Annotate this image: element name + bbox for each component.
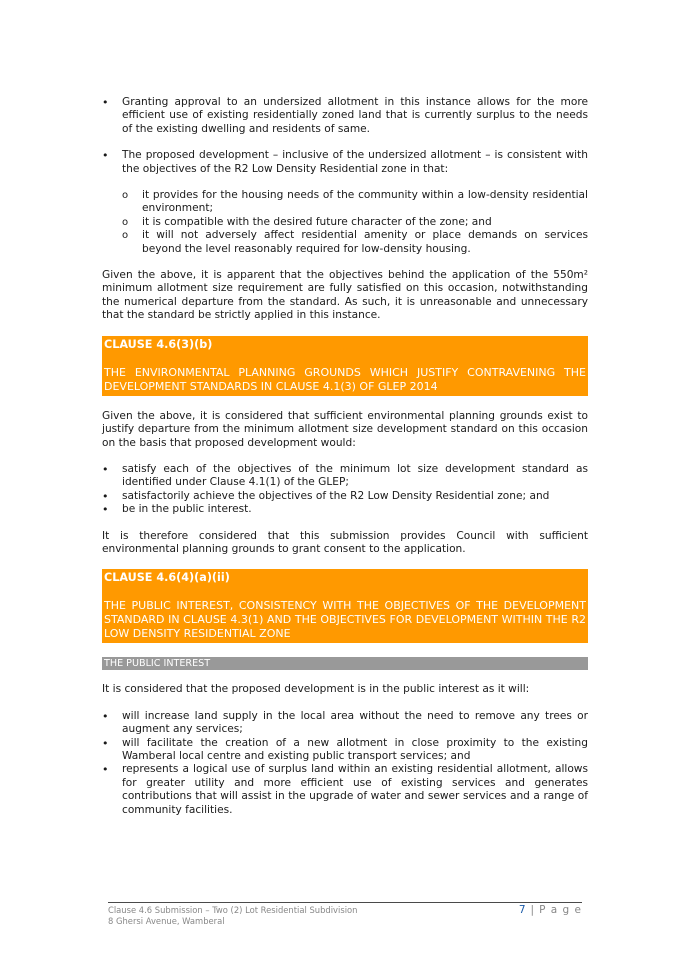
section-title: CLAUSE 4.6(3)(b) [104,337,213,351]
list-item: • will facilitate the creation of a new allotment in close proximity to the existing Wamberal local centre and existing public transport services; and [102,737,588,764]
section-title: CLAUSE 4.6(4)(a)(ii) [104,571,230,585]
section-subtitle: THE ENVIRONMENTAL PLANNING GROUNDS WHICH JUSTIFY CONTRAVENING THE DEVELOPMENT STANDARDS IN CLAUSE 4.1(3) OF GLEP 2014 [104,365,586,393]
list-item: • satisfactorily achieve the objectives of the R2 Low Density Residential zone; and [102,490,588,503]
list-item: • satisfy each of the objectives of the minimum lot size development standard as identified under Clause 4.1(1) of the GLEP; [102,463,588,490]
footer-address: 8 Ghersi Avenue, Wamberal [108,915,225,926]
list-item: • Granting approval to an undersized allotment in this instance allows for the more efficient use of existing residentially zoned land that is currently surplus to the needs of the existing dwelling and residents of same. [102,96,588,136]
bullet-list-mid [102,463,588,517]
paragraph: It is therefore considered that this submission provides Council with sufficient environmental planning grounds to grant consent to the application. [102,529,588,555]
bullet-list-bottom [102,710,588,817]
footer-title: Clause 4.6 Submission – Two (2) Lot Residential Subdivision [108,905,358,915]
list-item: o it provides for the housing needs of the community within a low-density residential environment; [122,189,588,216]
list-item: o it will not adversely affect residential amenity or place demands on services beyond the level reasonably required for low-density housing. [122,229,588,256]
paragraph: Given the above, it is apparent that the objectives behind the application of the 550m² minimum allotment size requirement are fully satisfied on this occasion, notwithstanding the numerical departure from the standard. As such, it is unreasonable and unnecessary that the standard be strictly applied in this instance. [102,269,588,322]
list-item: • The proposed development – inclusive of the undersized allotment – is consistent with the objectives of the R2 Low Density Residential zone in that: [102,149,588,176]
list-item: • be in the public interest. [102,503,588,516]
document-body [102,96,588,817]
list-item: o it is compatible with the desired future character of the zone; and [122,216,588,229]
paragraph: Given the above, it is considered that sufficient environmental planning grounds exist to justify departure from the minimum allotment size development standard on this occasion on the basis that proposed development would: [102,409,588,449]
paragraph: It is considered that the proposed development is in the public interest as it will: [102,683,530,696]
section-subtitle: THE PUBLIC INTEREST, CONSISTENCY WITH THE OBJECTIVES OF THE DEVELOPMENT STANDARD IN CLAUSE 4.3(1) AND THE OBJECTIVES FOR DEVELOPMENT WITHIN THE R2 LOW DENSITY RESIDENTIAL ZONE [104,599,586,641]
page-number: 7 [518,904,527,916]
section-heading-clause-4-6-3-b [102,336,588,396]
page-separator: | [530,904,536,916]
page-label: P a g e [539,904,582,916]
page-indicator [519,904,582,916]
bullet-list-top [102,96,588,176]
subheading-bar: THE PUBLIC INTEREST [102,657,588,670]
page-footer [108,902,582,926]
sub-bullet-list [102,189,588,256]
list-item: • represents a logical use of surplus land within an existing residential allotment, allows for greater utility and more efficient use of existing services and generates contributions that will assist in the upgrade of water and sewer services and a range of community facilities. [102,763,588,817]
section-heading-clause-4-6-4-a-ii [102,569,588,643]
list-item: • will increase land supply in the local area without the need to remove any trees or augment any services; [102,710,588,737]
